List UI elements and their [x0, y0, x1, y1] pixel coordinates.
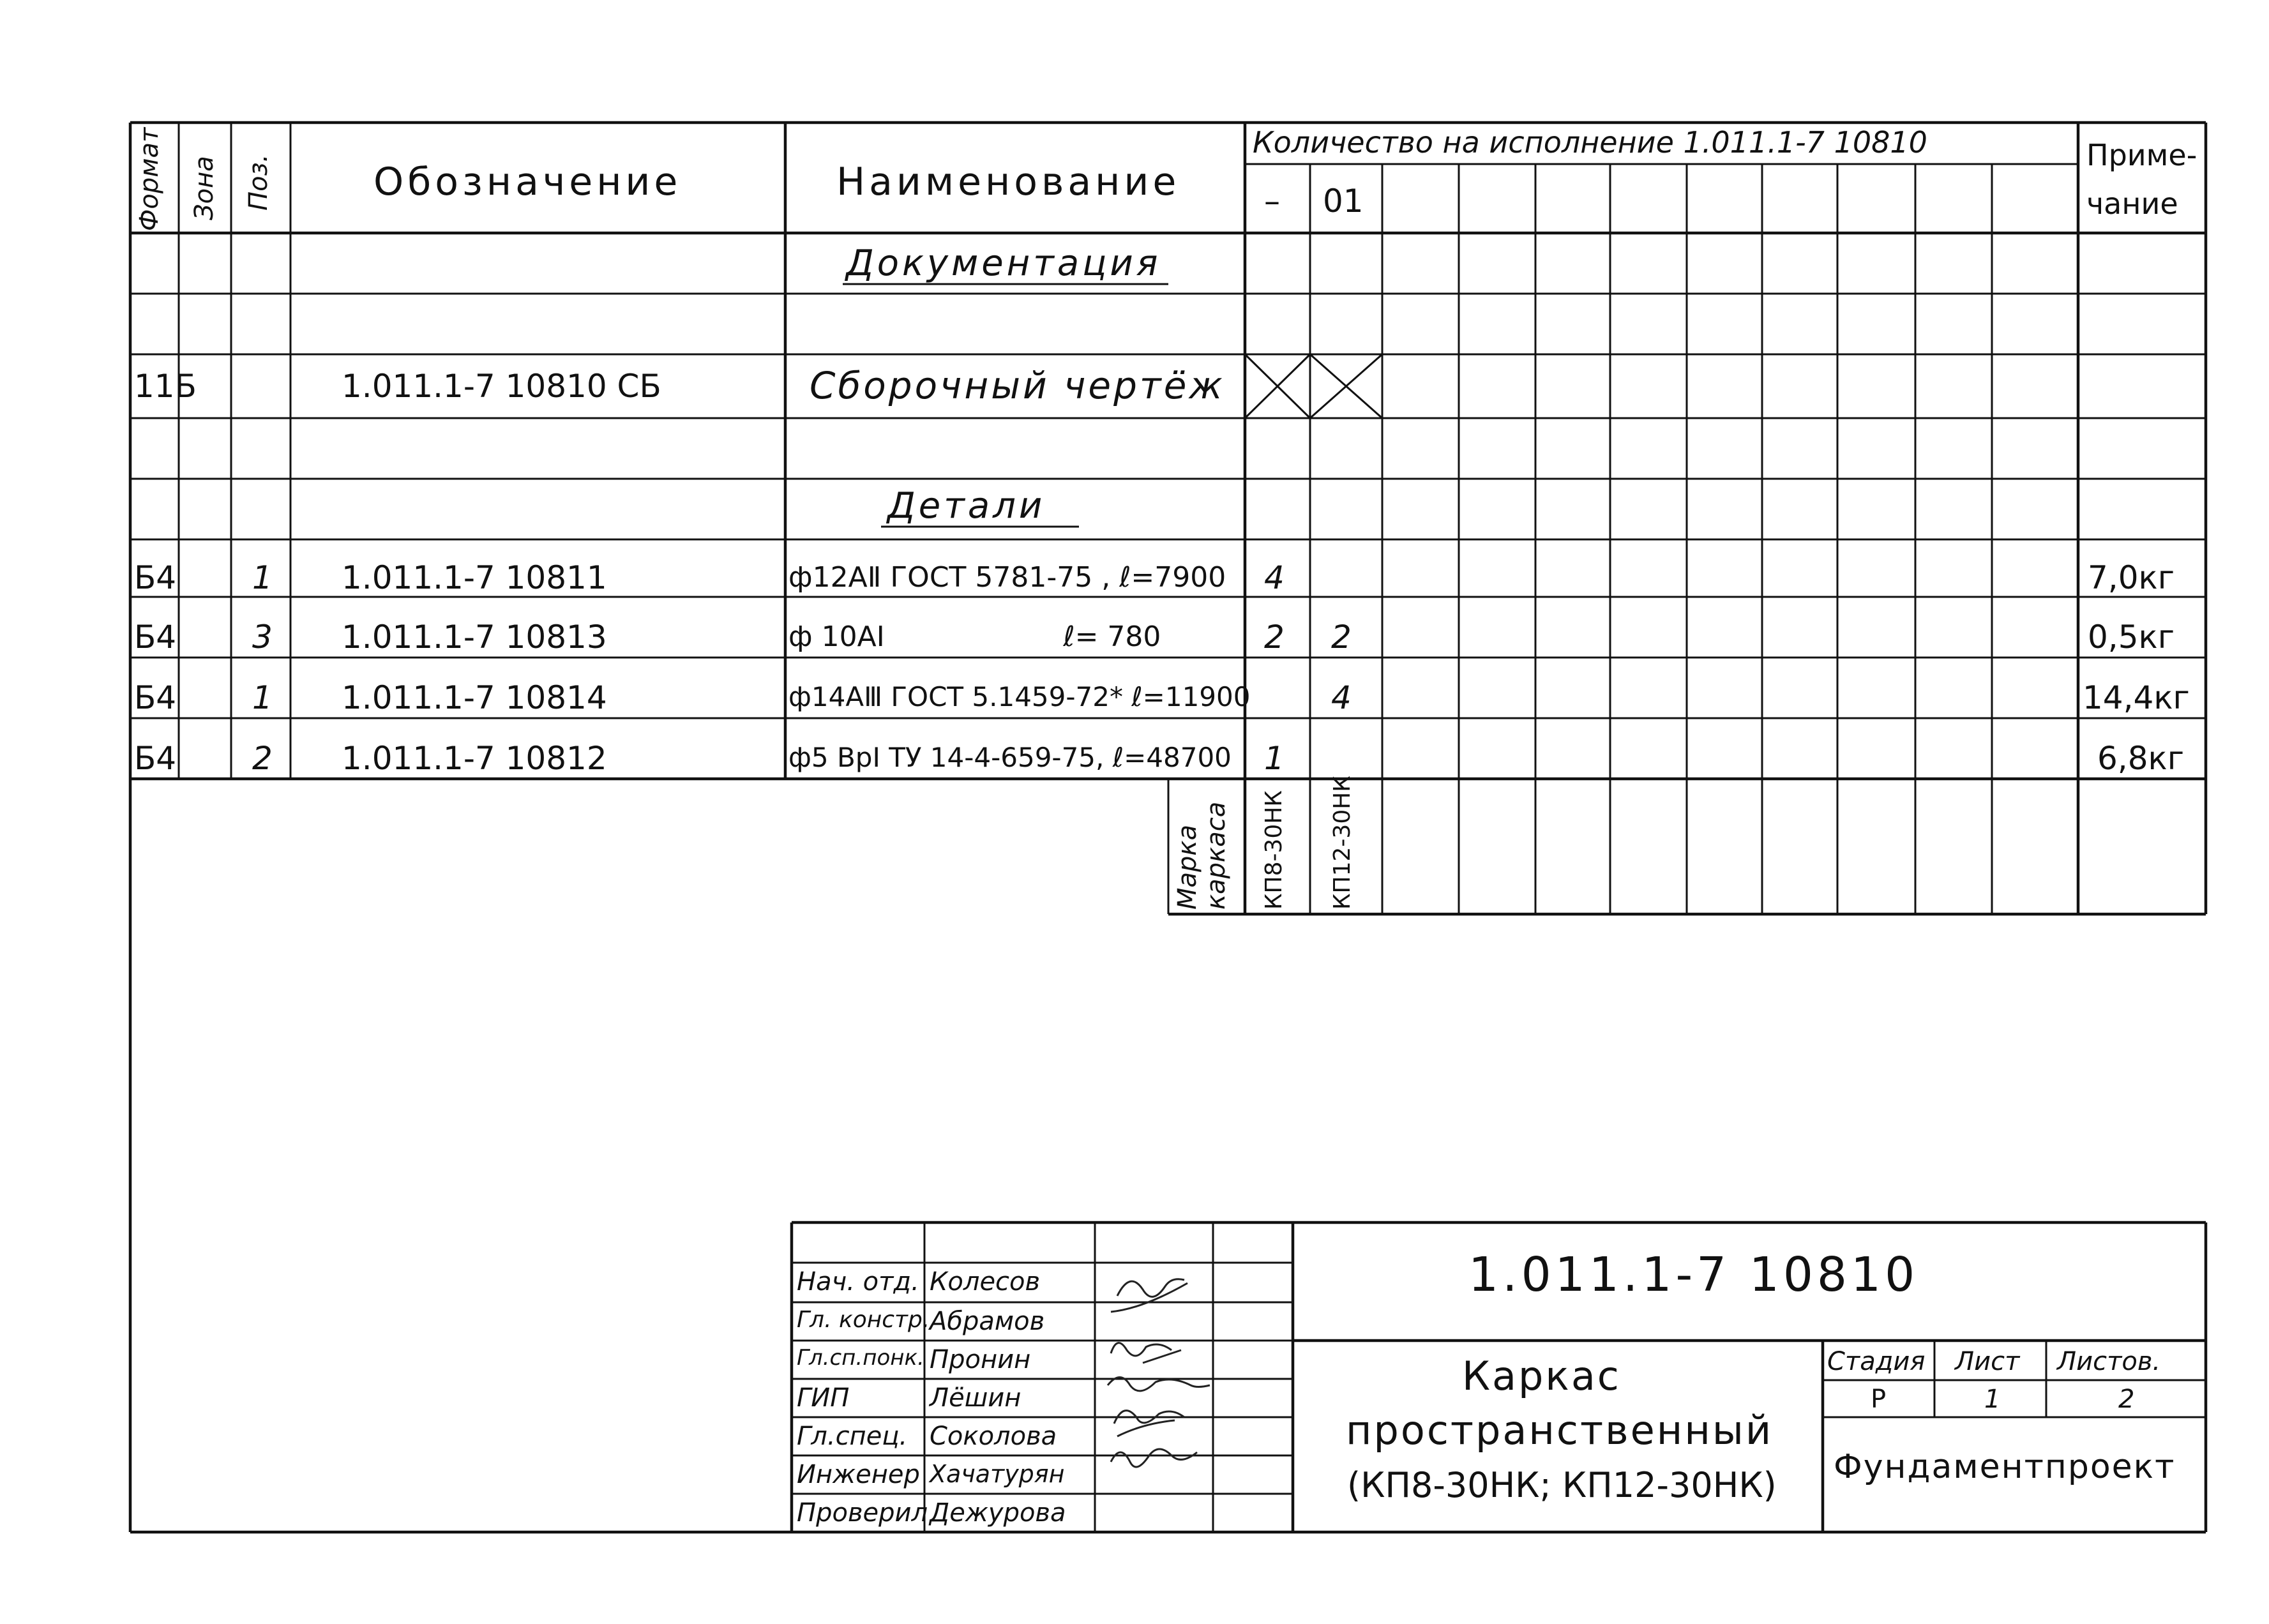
header-note-line2: чание — [2086, 186, 2178, 221]
header-format: Формат — [135, 127, 164, 231]
mark-kp8: КП8-30НК — [1261, 790, 1287, 910]
doc-row-designation: 1.011.1-7 10810 СБ — [342, 368, 661, 405]
row-pos: 3 — [252, 619, 273, 656]
header-pos: Поз. — [244, 154, 273, 211]
variant-01: 01 — [1323, 183, 1364, 220]
row-pos: 2 — [252, 740, 273, 777]
signer-name: Хачатурян — [930, 1460, 1065, 1488]
stage-value: Р — [1871, 1385, 1887, 1414]
sheet-label: Лист — [1955, 1347, 2020, 1376]
row-qty-2: 2 — [1331, 619, 1352, 656]
signer-role: Гл.сп.понк. — [797, 1345, 924, 1371]
organization: Фундаментпроект — [1834, 1448, 2176, 1486]
row-note: 7,0кг — [2088, 559, 2175, 596]
signer-role: Гл. констр. — [797, 1307, 930, 1333]
row-designation: 1.011.1-7 10814 — [342, 679, 607, 716]
row-name: ф 10АⅠ ℓ= 780 — [788, 620, 1161, 653]
row-name: ф14АⅢ ГОСТ 5.1459-72* ℓ=11900 — [788, 681, 1251, 712]
signer-role: Инженер — [797, 1460, 920, 1489]
row-qty-1: 4 — [1264, 559, 1285, 596]
sheets-value: 2 — [2118, 1385, 2135, 1414]
row-note: 14,4кг — [2083, 679, 2190, 716]
row-designation: 1.011.1-7 10812 — [342, 740, 607, 777]
row-pos: 1 — [252, 679, 273, 716]
signer-name: Дежурова — [930, 1498, 1066, 1528]
title-line2: пространственный — [1346, 1407, 1774, 1454]
doc-row-name: Сборочный чертёж — [810, 364, 1225, 407]
row-qty-2: 4 — [1331, 679, 1352, 716]
row-name: ф12АⅡ ГОСТ 5781-75 , ℓ=7900 — [788, 561, 1226, 594]
sheet-value: 1 — [1984, 1385, 2001, 1414]
row-designation: 1.011.1-7 10811 — [342, 559, 607, 596]
row-format: Б4 — [134, 679, 177, 716]
header-quantity: Количество на исполнение 1.011.1-7 10810 — [1253, 125, 1927, 160]
signer-role: Нач. отд. — [797, 1267, 919, 1297]
row-format: Б4 — [134, 559, 177, 596]
variant-dash: – — [1264, 183, 1280, 220]
signatures-image — [1098, 1251, 1213, 1519]
marks-label-line2: каркаса — [1202, 801, 1231, 910]
row-qty-1: 1 — [1264, 740, 1285, 777]
stage-label: Стадия — [1827, 1347, 1926, 1376]
signer-name: Абрамов — [930, 1307, 1045, 1336]
section-documentation: Документация — [846, 243, 1161, 284]
row-note: 6,8кг — [2097, 740, 2184, 777]
marks-label-line1: Марка — [1173, 824, 1202, 910]
header-note-line1: Приме- — [2086, 138, 2197, 172]
header-zone: Зона — [190, 156, 219, 220]
header-designation: Обозначение — [373, 160, 682, 204]
row-format: Б4 — [134, 740, 177, 777]
signer-name: Колесов — [930, 1267, 1041, 1297]
signer-role: Гл.спец. — [797, 1422, 908, 1451]
signer-role: Проверил — [797, 1498, 928, 1528]
title-line3: (КП8-30НК; КП12-30НК) — [1347, 1465, 1777, 1505]
signer-name: Соколова — [930, 1422, 1057, 1451]
row-designation: 1.011.1-7 10813 — [342, 619, 607, 656]
row-note: 0,5кг — [2088, 619, 2175, 656]
header-name: Наименование — [836, 160, 1180, 204]
title-line1: Каркас — [1462, 1353, 1621, 1399]
mark-kp12: КП12-30НК — [1329, 776, 1355, 910]
doc-number: 1.011.1-7 10810 — [1468, 1247, 1919, 1302]
doc-row-format: 11Б — [134, 368, 197, 405]
signer-name: Лёшин — [930, 1383, 1021, 1413]
signer-role: ГИП — [797, 1383, 850, 1413]
row-qty-1: 2 — [1264, 619, 1285, 656]
row-format: Б4 — [134, 619, 177, 656]
signer-name: Пронин — [930, 1345, 1031, 1374]
row-pos: 1 — [252, 559, 273, 596]
sheets-label: Листов. — [2057, 1347, 2161, 1376]
section-parts: Детали — [887, 485, 1046, 527]
row-name: ф5 ВрⅠ ТУ 14-4-659-75, ℓ=48700 — [788, 742, 1232, 773]
